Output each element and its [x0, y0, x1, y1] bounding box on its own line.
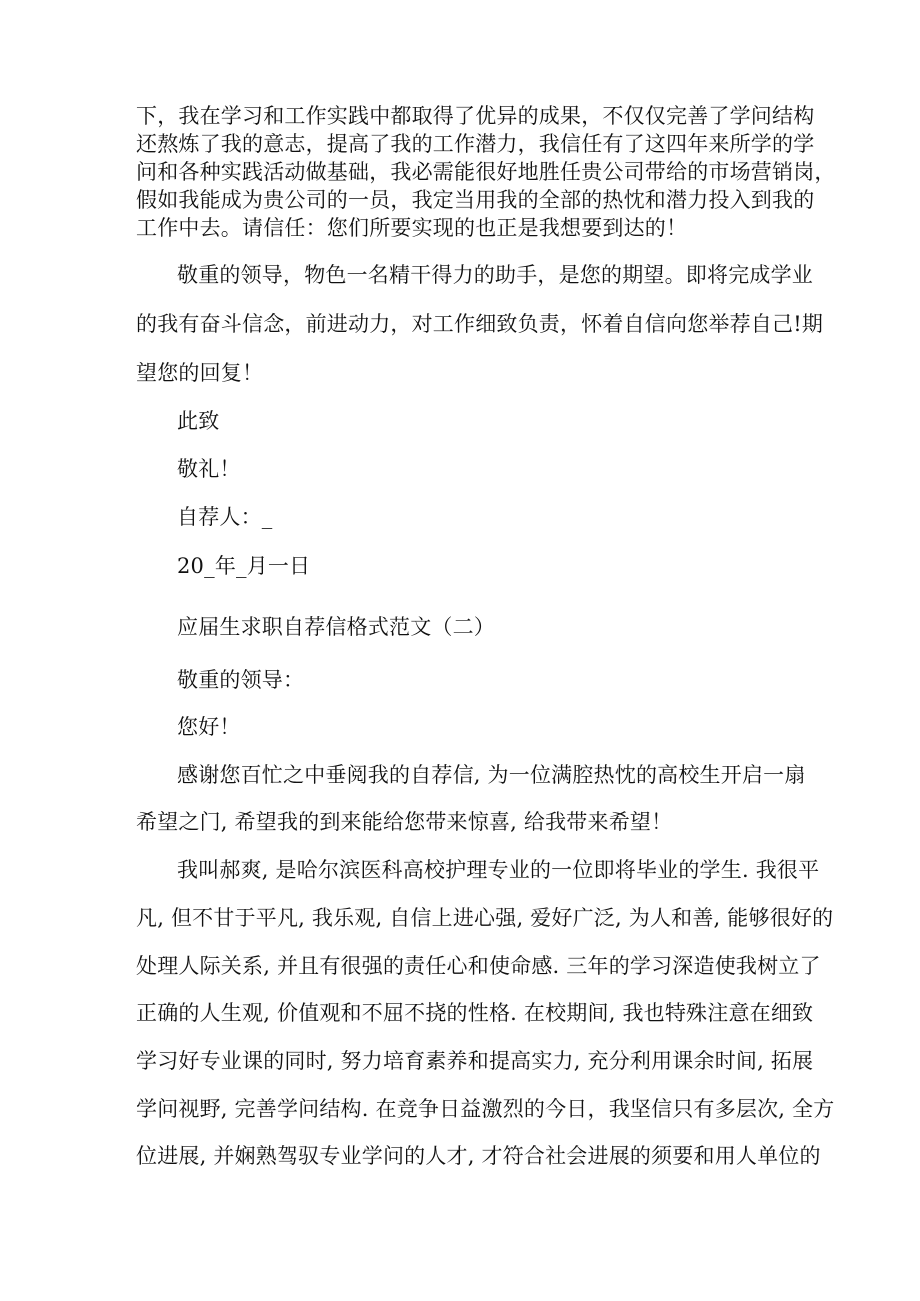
paragraph-line: 处理人际关系, 并且有很强的责任心和使命感. 三年的学习深造使我树立了: [136, 954, 821, 978]
paragraph-line: 敬重的领导，物色一名精干得力的助手，是您的期望。即将完成学业: [177, 263, 813, 287]
paragraph-line: 望您的回复！: [136, 361, 264, 385]
paragraph-line: 正确的人生观, 价值观和不屈不挠的性格. 在校期间, 我也特殊注意在细致: [136, 1001, 814, 1025]
paragraph-line: 凡, 但不甘于平凡, 我乐观, 自信上进心强, 爱好广泛, 为人和善, 能够很好的: [136, 906, 834, 930]
paragraph-line: 还熬炼了我的意志，提高了我的工作潜力，我信任有了这四年来所学的学: [136, 132, 815, 156]
paragraph-line: 感谢您百忙之中垂阅我的自荐信, 为一位满腔热忱的高校生开启一扇: [177, 763, 806, 787]
paragraph-line: 问和各种实践活动做基础，我必需能很好地胜任贵公司带给的市场营销岗，: [136, 160, 836, 184]
greeting-text: 敬重的领导：: [177, 668, 305, 692]
hello-text: 您好！: [177, 715, 241, 739]
paragraph-line: 我叫郝爽, 是哈尔滨医科高校护理专业的一位即将毕业的学生. 我很平: [177, 858, 820, 882]
salute-text: 敬礼！: [177, 457, 241, 481]
paragraph-line: 下，我在学习和工作实践中都取得了优异的成果，不仅仅完善了学问结构: [136, 104, 815, 128]
date-text: 20_年_月一日: [177, 554, 311, 578]
paragraph-line: 位进展, 并娴熟驾驭专业学问的人才, 才符合社会进展的须要和用人单位的: [136, 1144, 821, 1168]
section-title: 应届生求职自荐信格式范文（二）: [177, 615, 495, 639]
paragraph-line: 假如我能成为贵公司的一员，我定当用我的全部的热忱和潜力投入到我的: [136, 188, 815, 212]
signer-text: 自荐人：_: [177, 505, 273, 529]
paragraph-line: 工作中去。请信任：您们所要实现的也正是我想要到达的！: [136, 216, 688, 240]
paragraph-line: 学习好专业课的同时, 努力培育素养和提高实力, 充分利用课余时间, 拓展: [136, 1049, 814, 1073]
paragraph-line: 学问视野, 完善学问结构. 在竞争日益激烈的今日，我坚信只有多层次, 全方: [136, 1097, 835, 1121]
closing-text: 此致: [177, 409, 220, 433]
paragraph-line: 希望之门, 希望我的到来能给您带来惊喜, 给我带来希望！: [136, 810, 673, 834]
paragraph-line: 的我有奋斗信念，前进动力，对工作细致负责，怀着自信向您举荐自己!期: [136, 312, 824, 336]
